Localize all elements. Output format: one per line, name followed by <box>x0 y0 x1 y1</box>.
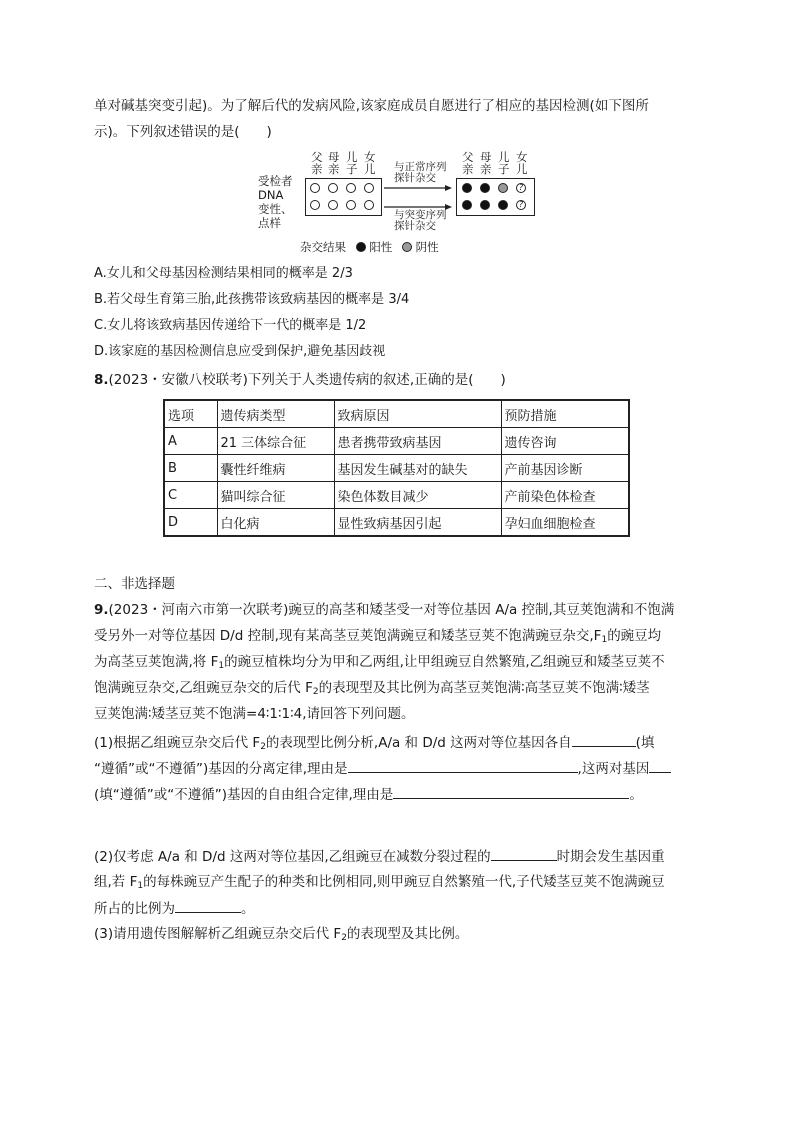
q8-stem: 8.(2023・安徽八校联考)下列关于人类遗传病的叙述,正确的是( ) <box>94 372 506 388</box>
legend-negative-label: 阴性 <box>415 240 439 254</box>
member-label-daughter-right: 女 儿 <box>516 150 528 176</box>
member-label-father-right: 父 亲 <box>462 150 474 176</box>
result-unknown: ? <box>516 200 526 210</box>
table-row <box>164 482 629 509</box>
spot-circle <box>310 183 320 193</box>
table-cell: 产前基因诊断 <box>501 455 629 482</box>
result-positive <box>480 200 490 210</box>
q9-part2-line3: 所占的比例为 。 <box>94 898 255 919</box>
q9-stem-line4: 饱满豌豆杂交,乙组豌豆杂交的后代 $F_2$的表现型及其比例为高茎豆荚饱满∶高茎豆荚不饱满∶矮茎 <box>94 680 650 697</box>
membrane-hybridized <box>456 178 535 216</box>
answer-blank[interactable] <box>348 758 578 773</box>
table-row <box>164 428 629 455</box>
answer-blank[interactable] <box>649 758 671 773</box>
q7-option-a: A.女儿和父母基因检测结果相同的概率是 2/3 <box>94 266 353 281</box>
legend-positive-icon <box>356 242 366 252</box>
q9-stem-line1: 9.(2023・河南六市第一次联考)豌豆的高茎和矮茎受一对等位基因 A/a 控制,其豆荚饱满和不饱满 <box>94 602 675 618</box>
table-cell: 白化病 <box>217 509 334 537</box>
result-positive <box>480 183 490 193</box>
spot-circle <box>346 183 356 193</box>
table-cell: A <box>164 428 217 455</box>
legend-negative-icon <box>402 242 412 252</box>
table-cell: 囊性纤维病 <box>217 455 334 482</box>
q9-stem-line2: 受另外一对等位基因 D/d 控制,现有某高茎豆荚饱满豌豆和矮茎豆荚不饱满豌豆杂交$,F_1$的豌豆均 <box>94 628 662 645</box>
table-cell: C <box>164 482 217 509</box>
answer-blank[interactable] <box>491 846 557 861</box>
figure-left-label: 受检者 DNA 变性、 点样 <box>258 174 293 230</box>
q9-stem-line3: 为高茎豆荚饱满,将 $F_1$的豌豆植株均分为甲和乙两组,让甲组豌豆自然繁殖,乙组豌豆和矮茎豆荚不 <box>94 654 665 671</box>
member-label-son-right: 儿 子 <box>498 150 510 176</box>
gene-test-figure <box>250 148 550 260</box>
section-title: 二、非选择题 <box>94 576 175 592</box>
table-header: 遗传病类型 <box>217 400 334 428</box>
question-number: 8. <box>94 372 109 388</box>
legend-positive-label: 阳性 <box>369 240 393 254</box>
q9-stem-line5: 豆荚饱满∶矮茎豆荚不饱满=4∶1∶1∶4,请回答下列问题。 <box>94 706 415 722</box>
q7-option-c: C.女儿将该致病基因传递给下一代的概率是 1/2 <box>94 318 367 333</box>
answer-blank[interactable] <box>572 732 636 747</box>
spot-circle <box>346 200 356 210</box>
table-cell: 染色体数目减少 <box>334 482 501 509</box>
spot-circle <box>328 200 338 210</box>
result-negative <box>498 183 508 193</box>
table-cell: 遗传咨询 <box>501 428 629 455</box>
arrow-label-mutant-probe: 与突变序列 探针杂交 <box>394 209 447 232</box>
arrow-label-normal-probe: 与正常序列 探针杂交 <box>394 161 447 184</box>
q9-part1-line2: “遵循”或“不遵循”)基因的分离定律,理由是 ,这两对基因 <box>94 758 671 779</box>
table-cell: 患者携带致病基因 <box>334 428 501 455</box>
table-cell: 孕妇血细胞检查 <box>501 509 629 537</box>
answer-blank[interactable] <box>393 784 629 799</box>
member-label-mother-right: 母 亲 <box>480 150 492 176</box>
table-header: 预防措施 <box>501 400 629 428</box>
question-number: 9. <box>94 602 109 618</box>
figure-legend <box>300 241 439 253</box>
member-label-mother-left: 母 亲 <box>328 150 340 176</box>
table-cell: 显性致病基因引起 <box>334 509 501 537</box>
q9-part2-line1: (2)仅考虑 A/a 和 D/d 这两对等位基因,乙组豌豆在减数分裂过程的 时期会发生基因重 <box>94 846 665 867</box>
table-cell: D <box>164 509 217 537</box>
q7-option-b: B.若父母生育第三胎,此孩携带该致病基因的概率是 3/4 <box>94 292 410 307</box>
q9-part3-line1: (3)请用遗传图解解析乙组豌豆杂交后代 $F_2$的表现型及其比例。 <box>94 926 469 943</box>
q7-stem-line1: 单对碱基突变引起)。为了解后代的发病风险,该家庭成员自愿进行了相应的基因检测(如下图所 <box>94 98 649 114</box>
member-label-father-left: 父 亲 <box>311 150 323 176</box>
q7-option-d: D.该家庭的基因检测信息应受到保护,避免基因歧视 <box>94 344 386 359</box>
answer-blank[interactable] <box>175 898 241 913</box>
table-header: 选项 <box>164 400 217 428</box>
table-cell: 基因发生碱基对的缺失 <box>334 455 501 482</box>
table-header-row <box>164 400 629 428</box>
result-positive <box>498 200 508 210</box>
table-cell: 产前染色体检查 <box>501 482 629 509</box>
q9-part1-line1: (1)根据乙组豌豆杂交后代 $F_2$的表现型比例分析,A/a 和 D/d 这两对等位基因各自 (填 <box>94 732 654 757</box>
table-header: 致病原因 <box>334 400 501 428</box>
table-row <box>164 509 629 537</box>
table-cell: 猫叫综合征 <box>217 482 334 509</box>
table-row <box>164 455 629 482</box>
spot-circle <box>364 200 374 210</box>
spot-circle <box>310 200 320 210</box>
q9-part2-line2: 组,若 $F_1$的每株豌豆产生配子的种类和比例相同,则甲豌豆自然繁殖一代,子代矮茎豆荚不饱满豌豆 <box>94 874 665 891</box>
q7-stem-line2: 示)。下列叙述错误的是( ) <box>94 124 272 140</box>
result-positive <box>462 183 472 193</box>
table-cell: 21 三体综合征 <box>217 428 334 455</box>
table-cell: B <box>164 455 217 482</box>
result-unknown: ? <box>516 183 526 193</box>
legend-title: 杂交结果 <box>300 240 346 254</box>
membrane-unhybridized <box>305 178 382 216</box>
q8-table <box>163 399 630 537</box>
result-positive <box>462 200 472 210</box>
member-label-son-left: 儿 子 <box>346 150 358 176</box>
spot-circle <box>364 183 374 193</box>
member-label-daughter-left: 女 儿 <box>364 150 376 176</box>
spot-circle <box>328 183 338 193</box>
q9-part1-line3: (填“遵循”或“不遵循”)基因的自由组合定律,理由是 。 <box>94 784 643 805</box>
